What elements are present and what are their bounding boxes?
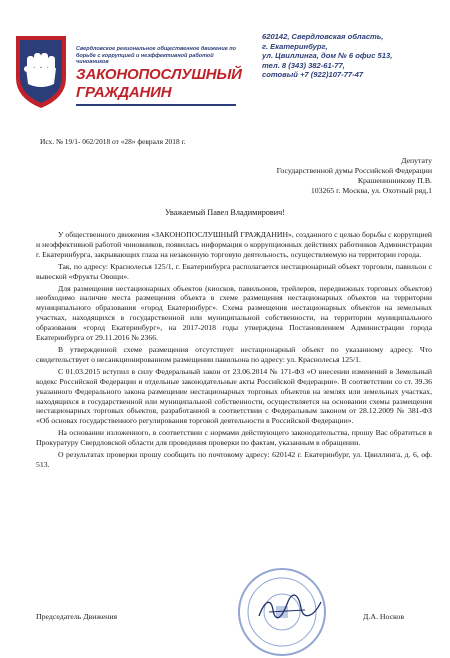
body-paragraph: С 01.03.2015 вступил в силу Федеральный закон от 23.06.2014 № 171-ФЗ «О внесении изменений в Земельный кодекс Российской Федерации и отдельные законодательные акты Российской Федерации». В соответствии со ст. 39.36 указанного Федерального закона размещение нестационарных торговых объектов на землях или земельных участках, находящихся в государственной или муниципальной собственности, осуществляется на основании схемы размещения нестационарных торговых объектов, разработанной в соответствии с Федеральным законом от 28.12.2009 № 381-ФЗ «Об основах государственного регулирования торговой деятельности в Российской Федерации».	[36, 366, 432, 426]
contact-line: сотовый +7 (922)107-77-47	[262, 70, 364, 80]
body-paragraph: Так, по адресу: Краснолесья 125/1, г. Екатеринбурга располагается нестационарный объект торговли, павильон с вывеской «Фрукты Овощи».	[36, 261, 432, 281]
brand-divider	[76, 104, 236, 106]
contact-line: г. Екатеринбург,	[262, 41, 328, 51]
body-paragraph: В утвержденной схеме размещения отсутствует нестационарный объект по указанному адресу. Что свидетельствует о несанкционированном размещении павильона по адресу: ул. Краснолесья 125/1.	[36, 344, 432, 364]
outgoing-reference: Исх. № 19/1- 062/2018 от «28» февраля 2018 г.	[40, 137, 186, 146]
signer-name: Д.А. Носков	[363, 612, 404, 621]
body-paragraph: На основании изложенного, в соответствии с нормами действующего законодательства, прошу Вас обратиться в Прокуратуру Свердловской области для проведения проверки по фактам, указанным в обращении.	[36, 428, 432, 448]
letter-body	[36, 230, 432, 472]
brand-name-line2: ГРАЖДАНИН	[76, 84, 172, 101]
addressee-line: Государственной думы Российской Федерации	[276, 166, 432, 175]
org-description: Свердловское региональное общественное движение по борьбе с коррупцией и неэффективной работой чиновников	[76, 46, 236, 65]
contact-line: тел. 8 (343) 382-61-77,	[262, 60, 345, 70]
body-paragraph: О результатах проверки прошу сообщить по почтовому адресу: 620142 г. Екатеринбург, ул. Цвиллинга, д. 6, оф. 513.	[36, 450, 432, 469]
fist-logo-icon	[12, 32, 70, 110]
addressee-block	[192, 156, 432, 196]
addressee-line: Депутату	[401, 156, 432, 165]
contact-block	[262, 32, 442, 80]
contact-line: 620142, Свердловская область,	[262, 32, 384, 41]
body-paragraph: Для размещения нестационарных объектов (киосков, павильонов, трейлеров, передвижных торговых объектов) необходимо наличие места размещения объекта в схеме размещения нестационарных объектов на территории муниципального образования «город Екатеринбург». Схема размещения нестационарных объектов на земельных участках, находящихся в государственной или муниципальной собственности, на территории муниципального образования «город Екатеринбург», на 2017-2018 годы утверждена Постановлением Администрации города Екатеринбурга от 29.11.2016 № 2366.	[36, 283, 432, 343]
contact-line: ул. Цвиллинга, дом № 6 офис 513,	[262, 51, 393, 61]
addressee-line: 103265 г. Москва, ул. Охотный ряд,1	[310, 186, 432, 195]
addressee-line: Крашенинникову П.В.	[357, 176, 432, 185]
greeting: Уважаемый Павел Владимирович!	[164, 208, 285, 217]
body-paragraph: У общественного движения «ЗАКОНОПОСЛУШНЫЙ ГРАЖДАНИН», созданного с целью борьбы с коррупцией и неэффективной работой чиновников, появилась информация о коррупционных действиях работников Администрации г. Екатеринбурга, закрывающих глаза на незаконную торговую деятельность, осуществляемую на территории города.	[36, 230, 432, 259]
signature-icon	[255, 592, 325, 624]
signer-role: Председатель Движения	[36, 612, 118, 621]
brand-name-line1: ЗАКОНОПОСЛУШНЫЙ	[76, 66, 242, 83]
